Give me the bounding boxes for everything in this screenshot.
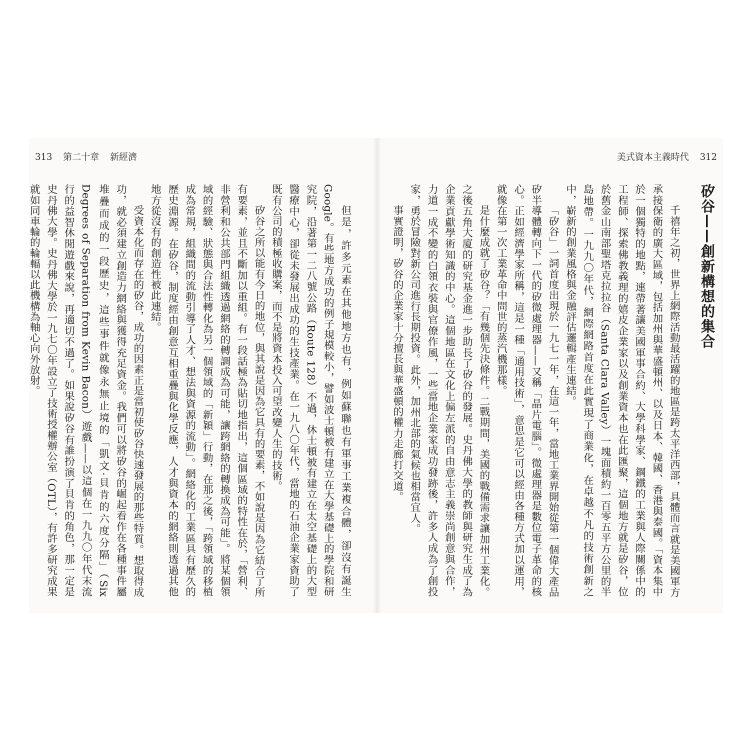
chapter-title: 新經濟 (109, 153, 137, 163)
book-title: 美式資本主義時代 (616, 153, 689, 163)
paragraph: 但是，許多元素在其他地方也有，例如蘇聯也有軍事工業複合體，卻沒有誕生Google。有些地方成功的例子規模較小，譬如波士頓被有建立在大學基礎上的學院和研究院，沿著第一二八號公路（Route 128）不過，休士頓被有建立在太空基礎上的大型醫療中心，卻從未發展出成功的生技產業。在一九八〇年代，當地的石油企業家資助了既有公司的積極收購案，而不是將資本投入可望改變人生的技術。 (269, 184, 351, 597)
left-page-header (35, 150, 145, 163)
paragraph: 千禧年之初，世界上網際活動最活躍的地區是跨太平洋西部，具體而言就是美國軍方承接保衛的廣大區域，包括加州與華盛頓州、以及日本、韓國、香港與泰國。「資本集中於一個獨特的地點，連帶著讓美國軍事合約、大學科學家、鋼鐵的工業與人際關係中的工程師、探索佛教義理的嬉皮企業家以及創業資本也在此匯聚，這個地方就是矽谷，位於舊金山南部聖塔克拉拉谷（Santa Clara Valley）一塊面積約一百零五平方公里的半島地帶。一九九〇年代，網際網路首度在此實現了商業化，在卓越不凡的技術創新之中，嶄新的創業風格與金融評估邏輯產生連結。 (563, 184, 680, 597)
paragraph: 受資本化而存在的矽谷，成功的因素正是當初使矽谷快速發展的那些特質。想取得成功，就必須建立創造力網絡與獲得充足資金。我們可以將矽谷的崛起看作在各種事件屬堆疊而成的一段歷史，這些事件就像永無止境的「凱文·貝肯的六度分隔」（Six Degrees of Separation from Kevin Bacon）遊戲——以這個在一九九〇年代末流行的益智休閒遊戲來說，再適切不過了。如果說矽谷有誰扮演了貝肯的角色，那一定是史丹佛大學。史丹佛大學於一九七〇年設立了技術授權辦公室（OTL），有許多研究成果就如同車輪的輪輻以此機構為軸心向外放射。 (27, 184, 144, 597)
paragraph: 是什麼成就了矽谷？「有幾個先決條件。二戰期間，美國的戰備需求讓加州工業化。之後五角大廈的研究基金進一步助長了矽谷的發展。史丹佛大學的教師與研究生成了為企業貢獻學術知識的中心。這個地區在文化上偏左派的自由意志主義崇尚創意與合作，力道一成不變的白領衣裝與官僚作風，一些當地企業家成功發跡後，許多人成為了創投家，勇於冒險對新公司進行長期投資。此外，加州北部的氣候也相當宜人。 (408, 184, 490, 597)
left-page (29, 138, 359, 613)
left-page-body (27, 184, 353, 597)
page-number: 312 (699, 153, 717, 163)
right-page (390, 138, 723, 613)
paragraph: 「矽谷」一詞首度出現於一九七一年，在這一年，當地工業界開始從第一個偉大產品矽半導體轉向下一代的矽微處理器——又稱「晶片電腦」。微處理器是數位電子革命的核心。正如經濟學家所稱，這是一種「通用技術」，意思是它可以經由各種方式加以運用，就像在第一次工業革命中問世的蒸汽機那樣。 (494, 184, 559, 597)
right-page-body (390, 184, 715, 597)
book-spread (29, 138, 723, 613)
section-heading: 矽谷——創新構想的集合 (699, 184, 715, 349)
right-page-header (609, 150, 717, 163)
book-gutter (373, 138, 381, 613)
page-number: 313 (35, 153, 53, 163)
chapter-label: 第二十章 (63, 153, 100, 163)
paragraph: 事實證明，矽谷的企業家十分擅長與華盛頓的權力走廊打交道。 (390, 204, 403, 502)
paragraph: 矽谷之所以能有今日的地位，與其說是因為它具有的要素，不如說是因為它結合了所有要素，並且不斷加以重組。有一段話極為貼切地指出，這個區域的特性在於，「營利、非營利和公共部門組織透過網絡的轉調成為可能，讓跨網絡的轉換成為可能」。將某個領域的經驗、狀態與合法性轉化為另一個領域的「新穎」行動，在那之後，「跨領域的移植成為常規，組織間的流動引導了人才、想法與資源的流動」。網絡化的工業區具有歷久的歷史淵源。在矽谷，制度經由創意互相重疊與化學反應，人才與資本的網絡則透過其他地方從沒有的創造性被此連結。 (148, 184, 265, 597)
